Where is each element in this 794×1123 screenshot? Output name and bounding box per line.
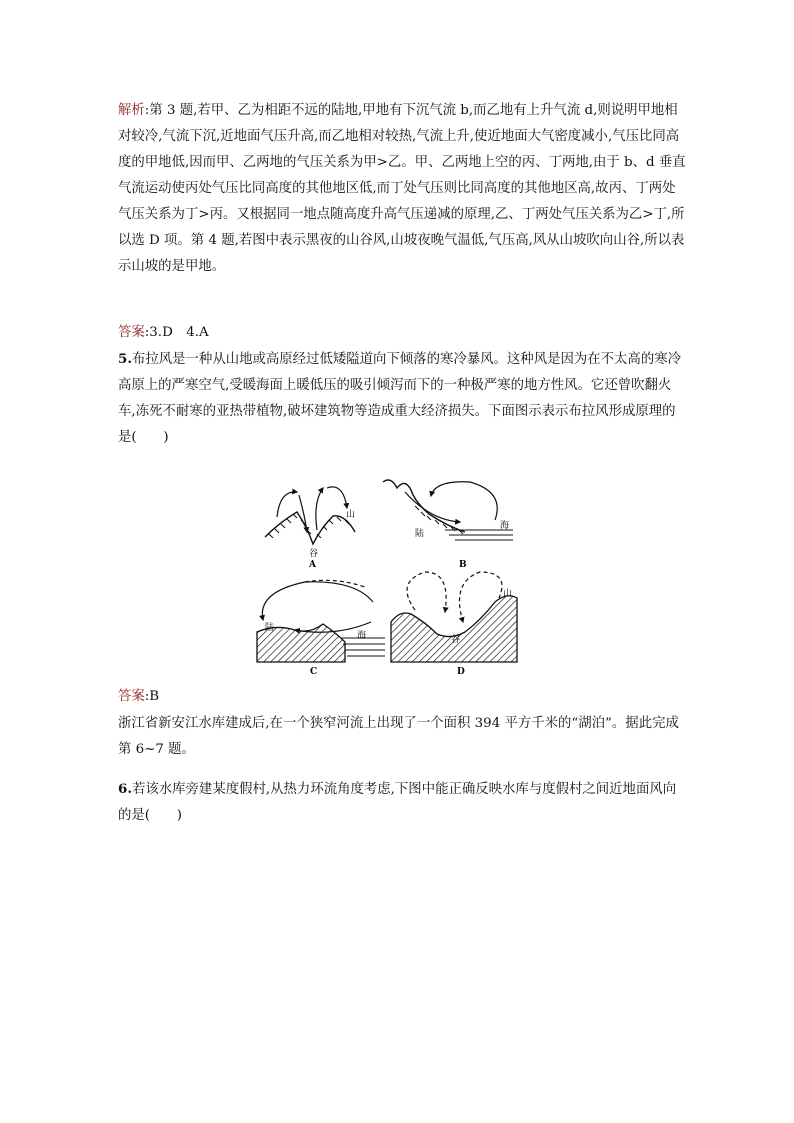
panel-d-caption: D (457, 667, 465, 677)
answer-text: :3.D 4.A (144, 325, 209, 340)
answer-5 (118, 684, 688, 710)
analysis-paragraph (118, 98, 688, 280)
question-6-number: 6. (118, 781, 132, 797)
answer-label: 答案 (118, 689, 145, 704)
question-5 (118, 346, 688, 451)
question-5-number: 5. (118, 351, 132, 367)
answer-label: 答案 (118, 325, 145, 340)
question-6-text: 若该水库旁建某度假村,从热力环流角度考虑,下图中能正确反映水库与度假村之间近地面风向的是( ) (118, 782, 677, 823)
panel-b-caption: B (459, 560, 467, 570)
intro-text: 浙江省新安江水库建成后,在一个狭窄河流上出现了一个面积 394 平方千米的“湖泊”。据此完成第 6~7 题。 (118, 716, 679, 757)
panel-d (391, 572, 517, 677)
panel-c-caption: C (310, 667, 318, 677)
bora-wind-figure (255, 472, 555, 682)
panel-b-land-label: 陆 (415, 529, 425, 539)
panel-b (383, 480, 513, 570)
question-5-text: 布拉风是一种从山地或高原经过低矮隘道向下倾落的寒冷暴风。这种风是因为在不太高的寒冷高原上的严寒空气,受暖海面上暖低压的吸引倾泻而下的一种极严寒的地方性风。它还曾吹翻火车,冻死不耐寒的亚热带植物,破坏建筑物等造成重大经济损失。下面图示表示布拉风形成原理的是( ) (118, 352, 681, 445)
panel-c-land-label: 陆 (265, 623, 275, 633)
answer-text: :B (144, 689, 160, 704)
question-6 (118, 776, 688, 829)
analysis-label: 解析 (118, 103, 145, 118)
panel-a-valley-label: 谷 (309, 549, 319, 559)
panel-c-sea-label: 海 (357, 631, 367, 641)
panel-a-caption: A (309, 560, 316, 570)
panel-a (265, 487, 355, 570)
panel-b-sea-label: 海 (500, 521, 510, 531)
intro-6-7 (118, 711, 688, 763)
panel-d-mountain-label: 山 (503, 589, 513, 599)
answer-3-4 (118, 320, 688, 346)
panel-d-valley-label: 谷 (451, 635, 461, 645)
panel-a-mountain-label: 山 (346, 510, 356, 520)
analysis-text: :第 3 题,若甲、乙为相距不远的陆地,甲地有下沉气流 b,而乙地有上升气流 d,则说明甲地相对较冷,气流下沉,近地面气压升高,而乙地相对较热,气流上升,使近地面大气密度减小,气压比同高度的甲地低,因而甲、乙两地的气压关系为甲>乙。甲、乙两地上空的丙、丁两地,由于 b、d 垂直气流运动使丙处气压比同高度的其他地区低,而丁处气压则比同高度的其他地区高,故丙、丁两处气压关系为丁>丙。又根据同一地点随高度升高气压递减的原理,乙、丁两处气压关系为乙>丁,所以选 D 项。第 4 题,若图中表示黑夜的山谷风,山坡夜晚气温低,气压高,风从山坡吹向山谷,所以表示山坡的是甲地。 (118, 103, 686, 274)
panel-c (257, 580, 385, 677)
